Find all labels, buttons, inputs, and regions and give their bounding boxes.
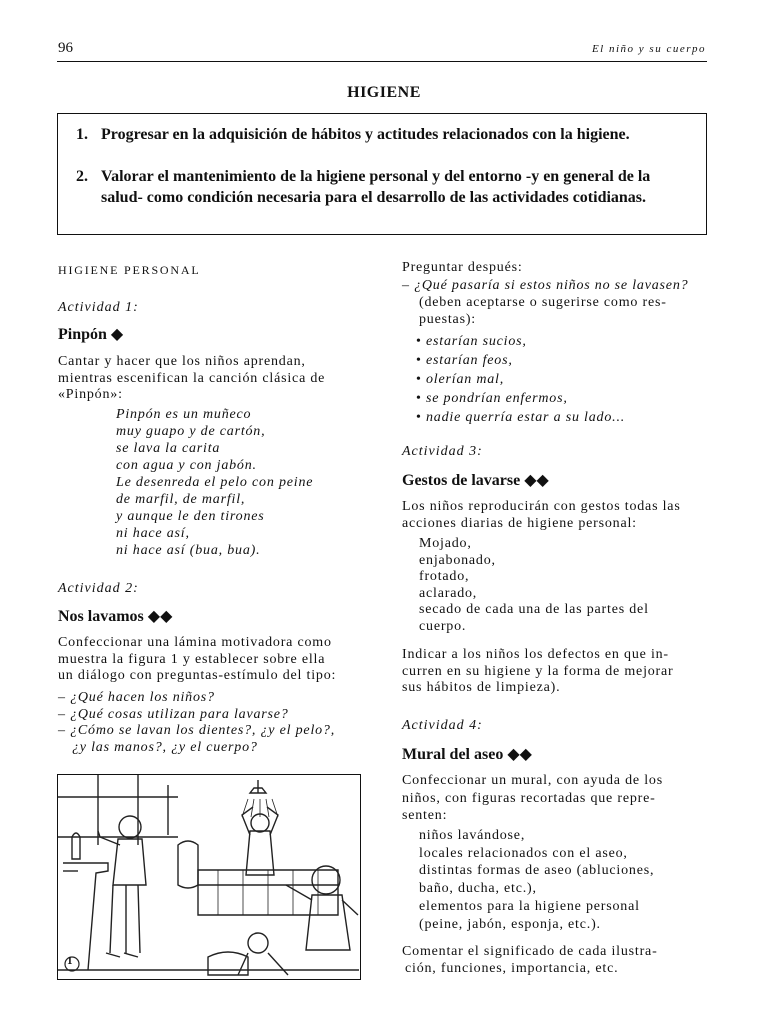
text-line: puestas): — [419, 311, 476, 327]
gesture-item: cuerpo. — [419, 618, 467, 634]
text-line: Confeccionar una lámina motivadora como — [58, 635, 332, 650]
gesture-list — [419, 536, 649, 635]
text-line: sus hábitos de limpieza). — [402, 680, 561, 695]
text-line: Cantar y hacer que los niños aprendan, — [58, 354, 306, 369]
lyric-line: Pinpón es un muñeco — [116, 407, 252, 422]
activity-text — [402, 772, 663, 825]
text-line: ción, funciones, importancia, etc. — [405, 960, 619, 976]
running-title: El niño y su cuerpo — [591, 43, 706, 55]
text-line: (deben aceptarse o sugerirse como res- — [419, 295, 667, 310]
answer-item: • estarían sucios, — [402, 332, 625, 351]
ask-after-label: Preguntar después: — [402, 260, 523, 275]
mural-item: baño, ducha, etc.), — [419, 881, 537, 897]
gesture-item: Mojado, — [419, 536, 472, 551]
text-line: Confeccionar un mural, con ayuda de los — [402, 773, 663, 788]
song-lyrics — [116, 406, 313, 559]
page-title: HIGIENE — [347, 84, 421, 101]
text-line: Indicar a los niños los defectos en que in- — [402, 647, 669, 662]
lyric-line: muy guapo y de cartón, — [116, 424, 266, 439]
text-line: niños, con figuras recortadas que repre- — [402, 790, 656, 806]
gesture-item: secado de cada una de las partes del — [419, 602, 649, 617]
activity-title: Gestos de lavarse ◆◆ — [402, 472, 549, 489]
activity-text — [58, 635, 336, 685]
text-line: un diálogo con preguntas-estímulo del tipo: — [58, 668, 337, 683]
text-line: Comentar el significado de cada ilustra- — [402, 944, 658, 959]
lyric-line: con agua y con jabón. — [116, 458, 257, 473]
mural-list — [419, 827, 654, 933]
question-item: – ¿Qué hacen los niños? — [58, 690, 215, 705]
goal-number: 1. — [76, 126, 88, 143]
mural-item: niños lavándose, — [419, 828, 526, 843]
activity-title: Nos lavamos ◆◆ — [58, 608, 173, 625]
activity-title: Mural del aseo ◆◆ — [402, 746, 532, 763]
text-line: acciones diarias de higiene personal: — [402, 515, 637, 531]
activity-title: Pinpón ◆ — [58, 326, 124, 343]
bathroom-scene-drawing — [58, 775, 359, 978]
lyric-line: Le desenreda el pelo con peine — [116, 475, 314, 490]
text-line: muestra la figura 1 y establecer sobre ella — [58, 651, 326, 667]
question-item: ¿y las manos?, ¿y el cuerpo? — [72, 739, 258, 755]
goal-text: Valorar el mantenimiento de la higiene personal y del entorno -y en general de la salud- como condición necesaria para el desarrollo de las actividades cotidianas. — [101, 168, 651, 206]
lyric-line: se lava la carita — [116, 441, 221, 456]
activity-text — [58, 354, 325, 404]
gesture-item: frotado, — [419, 569, 470, 584]
section-heading: HIGIENE PERSONAL — [58, 263, 201, 277]
mural-item: distintas formas de aseo (abluciones, — [419, 863, 655, 879]
figure-illustration — [57, 774, 361, 980]
activity-label: Actividad 2: — [58, 581, 139, 596]
text-line: senten: — [402, 808, 448, 823]
activity-text — [402, 647, 674, 697]
question-list — [58, 690, 335, 756]
lyric-line: y aunque le den tirones — [116, 509, 265, 524]
answer-item: • nadie querría estar a su lado... — [402, 408, 625, 427]
goal-item — [76, 124, 686, 145]
goal-text: Progresar en la adquisición de hábitos y actitudes relacionados con la higiene. — [101, 126, 630, 143]
answer-item: • estarían feos, — [402, 351, 625, 370]
text-line: curren en su higiene y la forma de mejorar — [402, 663, 674, 679]
mural-item: (peine, jabón, esponja, etc.). — [419, 916, 601, 932]
activity-label: Actividad 3: — [402, 444, 483, 459]
followup-question: – ¿Qué pasaría si estos niños no se lavasen? — [402, 278, 689, 293]
activity-text — [402, 499, 681, 532]
gesture-item: enjabonado, — [419, 552, 496, 568]
goals-box — [57, 113, 707, 235]
answer-item: • se pondrían enfermos, — [402, 389, 625, 408]
lyric-line: ni hace así (bua, bua). — [116, 543, 261, 558]
activity-label: Actividad 4: — [402, 718, 483, 733]
answer-note — [419, 295, 667, 328]
mural-item: locales relacionados con el aseo, — [419, 845, 628, 861]
question-item: – ¿Cómo se lavan los dientes?, ¿y el pelo?, — [58, 723, 336, 738]
header-rule — [57, 61, 707, 62]
answer-item: • olerían mal, — [402, 370, 625, 389]
text-line: Los niños reproducirán con gestos todas las — [402, 499, 681, 514]
mural-item: elementos para la higiene personal — [419, 898, 640, 914]
question-item: – ¿Qué cosas utilizan para lavarse? — [58, 706, 289, 722]
goal-item — [76, 166, 686, 208]
activity-label: Actividad 1: — [58, 300, 139, 315]
page-number: 96 — [58, 40, 73, 56]
gesture-item: aclarado, — [419, 585, 478, 601]
activity-text — [402, 944, 658, 977]
goal-number: 2. — [76, 168, 88, 185]
lyric-line: ni hace así, — [116, 526, 190, 541]
text-line: «Pinpón»: — [58, 387, 123, 402]
text-line: mientras escenifican la canción clásica de — [58, 370, 326, 386]
figure-number: 1 — [67, 955, 73, 967]
lyric-line: de marfil, de marfil, — [116, 492, 246, 507]
answer-list — [402, 332, 625, 427]
